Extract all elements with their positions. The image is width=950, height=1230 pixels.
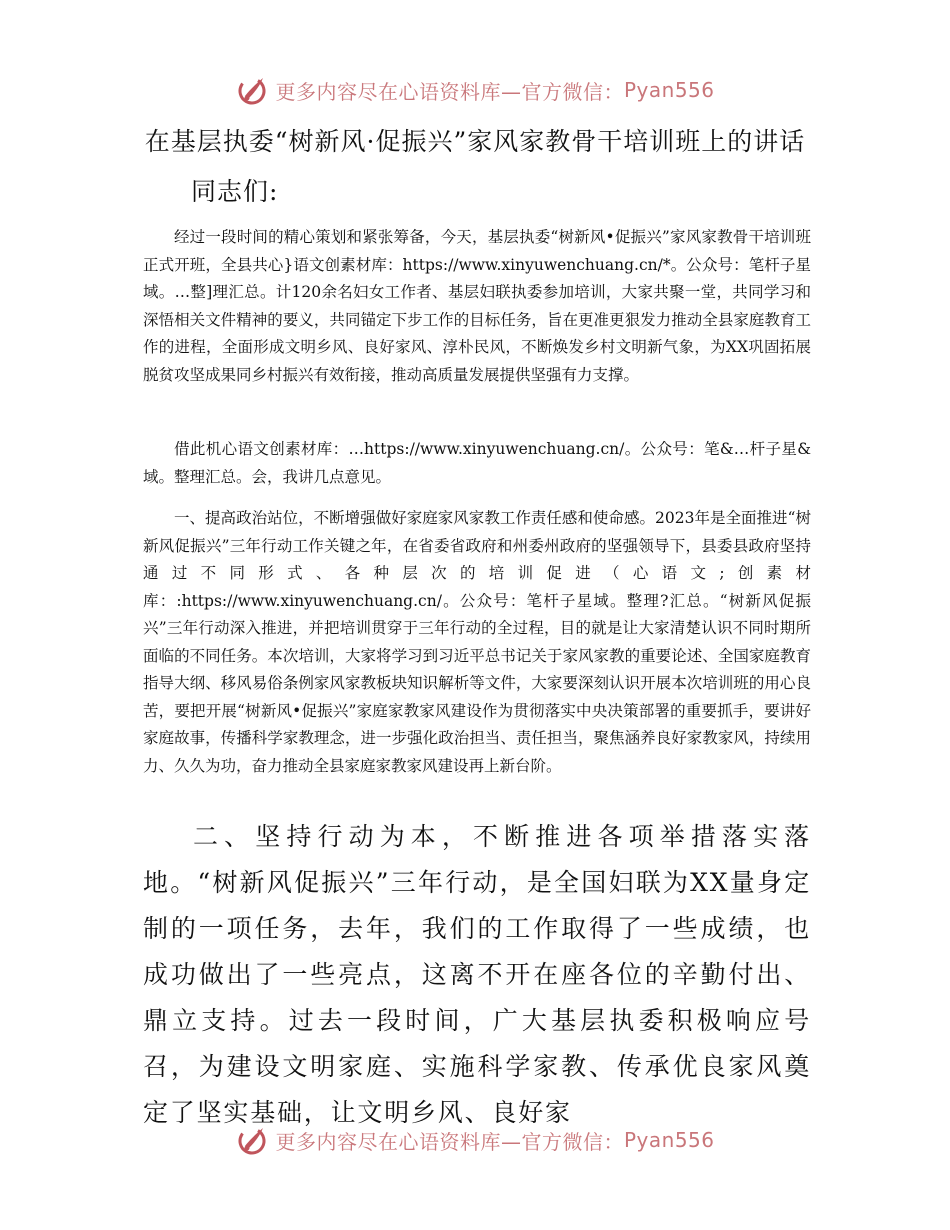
brush-logo-icon: [235, 1122, 271, 1158]
watermark-text: 更多内容尽在心语资料库—官方微信：: [275, 79, 624, 104]
watermark-text: 更多内容尽在心语资料库—官方微信：: [275, 1129, 624, 1154]
document-title: 在基层执委“树新风·促振兴”家风家教骨干培训班上的讲话: [144, 127, 806, 156]
greeting: 同志们:: [191, 177, 279, 206]
watermark-wechat-id: Pyan556: [623, 1128, 715, 1152]
header-watermark-banner: [0, 70, 950, 110]
paragraph-intro: 经过一段时间的精心策划和紧张筹备，今天，基层执委“树新风•促振兴”家风家教骨干培训班正式开班，全县共心}语文创素材库：https://www.xinyuwenchuang.cn/*。公众号：笔杆子星域。…整]理汇总。计120余名妇女工作者、基层妇联执委参加培训，大家共聚一堂，共同学习和深悟相关文件精神的要义，共同锚定下步工作的目标任务，旨在更准更狠发力推动全县家庭教育工作的进程，全面形成文明乡风、良好家风、淳朴民风，不断焕发乡村文明新气象，为XX巩固拓展脱贫攻坚成果同乡村振兴有效衔接，推动高质量发展提供坚强有力支撑。: [143, 228, 811, 384]
watermark-wechat-id: Pyan556: [623, 78, 715, 102]
brush-logo-icon: [235, 72, 271, 108]
paragraph-section-two: 二、坚持行动为本，不断推进各项举措落实落地。“树新风促振兴”三年行动，是全国妇联为XX量身定制的一项任务，去年，我们的工作取得了一些成绩，也成功做出了一些亮点，这离不开在座各位的辛勤付出、鼎立支持。过去一段时间，广大基层执委积极响应号召，为建设文明家庭、实施科学家教、传承优良家风奠定了坚实基础，让文明乡风、良好家: [143, 822, 811, 1127]
footer-watermark-banner: [0, 1120, 950, 1160]
paragraph-opinions: 借此机心语文创素材库：…https://www.xinyuwenchuang.cn/。公众号：笔&…杆子星&域。整理汇总。会，我讲几点意见。: [143, 440, 811, 486]
paragraph-section-one: 一、提高政治站位，不断增强做好家庭家风家教工作责任感和使命感。2023年是全面推进“树新风促振兴”三年行动工作关键之年，在省委省政府和州委州政府的坚强领导下，县委县政府坚持通过不同形式、各种层次的培训促进（心语文;创素材库：:https://www.xinyuwenchuang.cn/。公众号：笔杆子星域。整理?汇总。“树新风促振兴”三年行动深入推进，并把培训贯穿于三年行动的全过程，目的就是让大家清楚认识不同时期所面临的不同任务。本次培训，大家将学习到习近平总书记关于家风家教的重要论述、全国家庭教育指导大纲、移风易俗条例家风家教板块知识解析等文件，大家要深刻认识开展本次培训班的用心良苦，要把开展“树新风•促振兴”家庭家教家风建设作为贯彻落实中央决策部署的重要抓手，要讲好家庭故事，传播科学家教理念，进一步强化政治担当、责任担当，聚焦涵养良好家教家风，持续用力、久久为功，奋力推动全县家庭家教家风建设再上新台阶。: [143, 509, 811, 775]
